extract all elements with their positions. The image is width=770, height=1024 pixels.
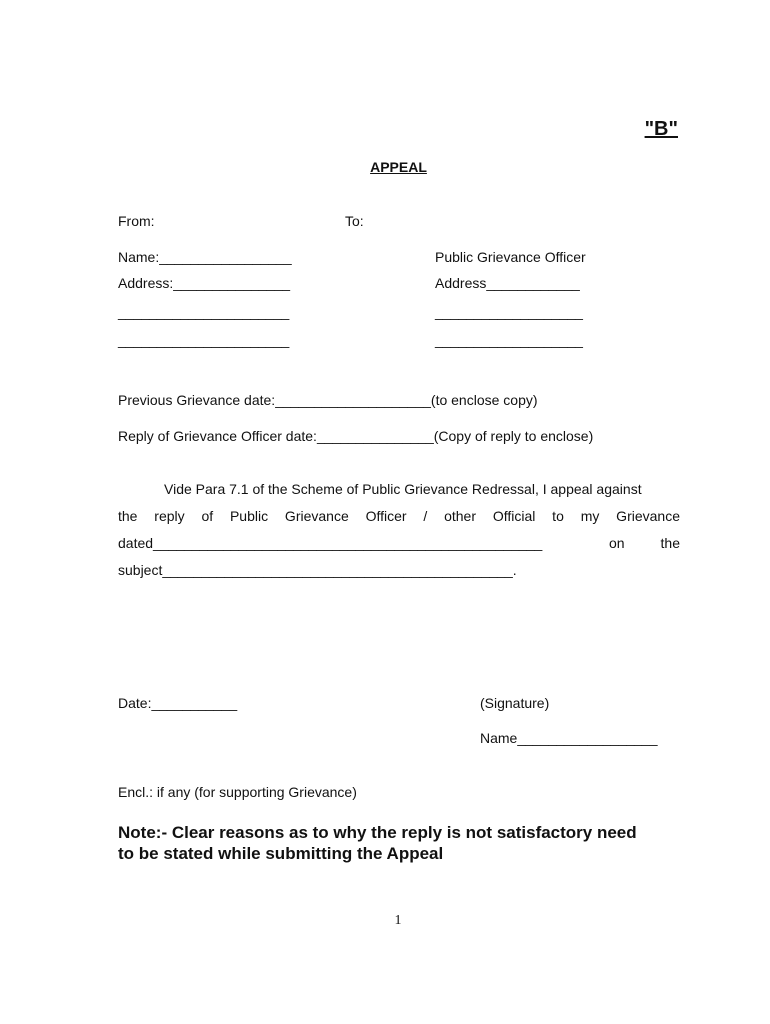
to-address-line2: ___________________	[435, 304, 583, 320]
note-block	[118, 822, 698, 864]
the-word: the	[660, 535, 680, 551]
from-address-line3: ______________________	[118, 332, 290, 348]
from-address-line2: ______________________	[118, 304, 290, 320]
body-line-3	[118, 534, 680, 552]
from-label: From:	[118, 213, 155, 229]
body-line-1: Vide Para 7.1 of the Scheme of Public Grievance Redressal, I appeal against	[164, 481, 642, 497]
appeal-body	[118, 480, 680, 579]
document-title: APPEAL	[370, 159, 427, 175]
subject-field: subject_____________________________________________.	[118, 562, 517, 578]
note-line-2: to be stated while submitting the Appeal	[118, 844, 444, 863]
on-word: on	[609, 535, 625, 551]
dated-field: dated__________________________________________________	[118, 535, 543, 551]
from-address-field: Address:_______________	[118, 275, 291, 291]
page-number: 1	[394, 913, 402, 928]
from-name-field: Name:_________________	[118, 249, 292, 265]
reply-date-field: Reply of Grievance Officer date:_______________(Copy of reply to enclose)	[118, 428, 594, 444]
title-block	[0, 159, 770, 177]
name-field: Name__________________	[480, 730, 658, 746]
annexure-label: "B"	[644, 118, 678, 140]
to-label: To:	[345, 213, 364, 229]
signature-label: (Signature)	[480, 695, 550, 711]
previous-grievance-field: Previous Grievance date:____________________(to enclose copy)	[118, 392, 538, 408]
to-address-field: Address____________	[435, 275, 580, 291]
to-officer: Public Grievance Officer	[435, 249, 586, 265]
page-number-block	[0, 913, 770, 929]
enclosure-note: Encl.: if any (for supporting Grievance)	[118, 784, 357, 800]
to-address-line3: ___________________	[435, 332, 583, 348]
date-field: Date:___________	[118, 695, 238, 711]
note-line-1: Note:- Clear reasons as to why the reply is not satisfactory need	[118, 823, 637, 842]
body-line-2: the reply of Public Grievance Officer / other Official to my Grievance	[118, 508, 680, 524]
